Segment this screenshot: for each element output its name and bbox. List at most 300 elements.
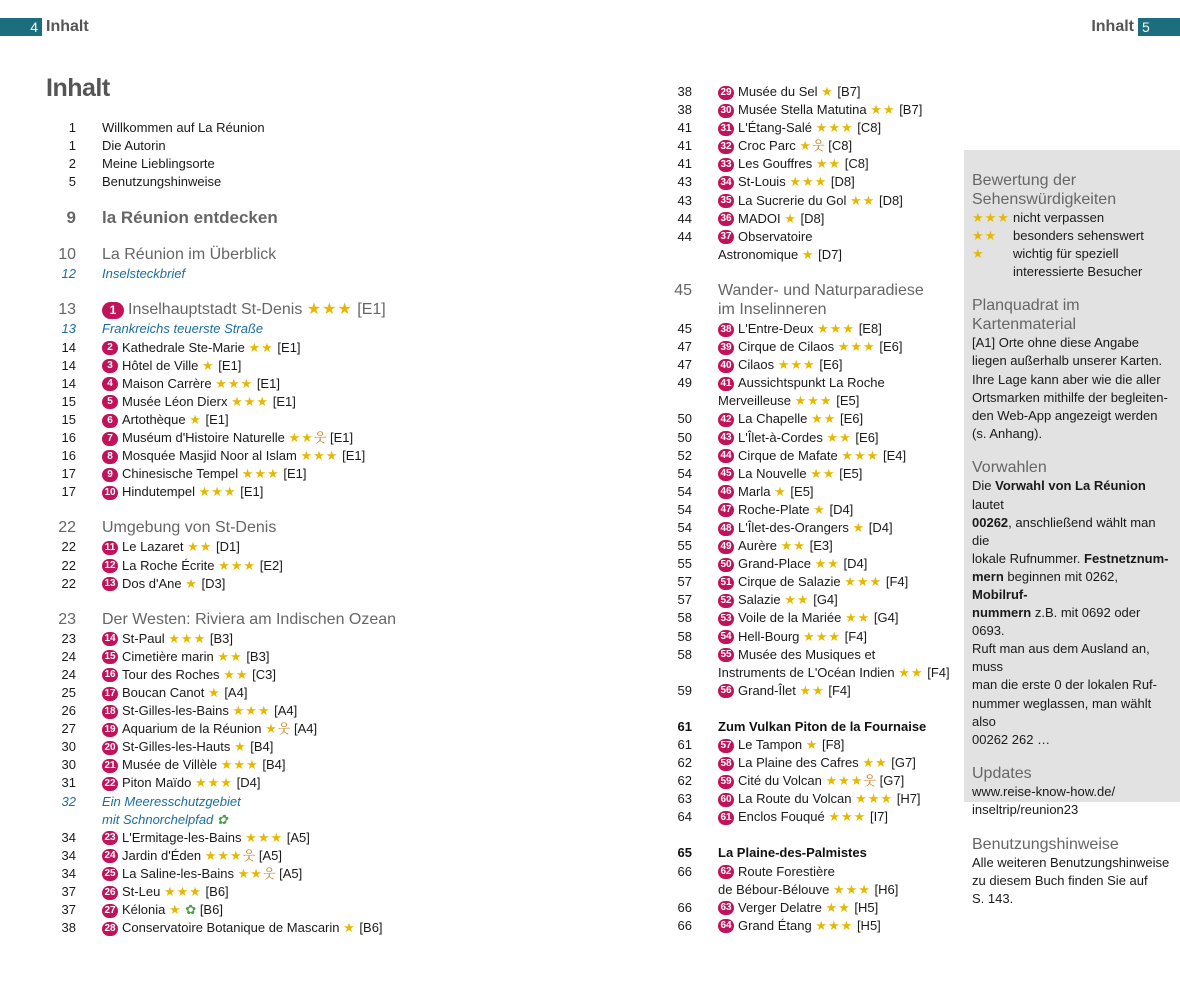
map-grid-ref: [F4] [927,664,950,680]
left-page-number: 4 [0,18,42,36]
legend-text: wichtig für speziell [1013,246,1119,262]
vorwahl-title: Vorwahlen [972,458,1047,476]
toc-row [662,301,962,320]
page-number: 65 [677,845,692,861]
toc-entry [718,137,852,155]
text: nummer weglassen, man wählt also [972,695,1152,729]
entry-title: Cirque de Salazie [738,574,841,590]
poi-number-badge: 63 [718,901,734,915]
toc-entry [718,410,863,428]
rating-legend [972,209,1170,281]
sidebar-line [972,550,1170,568]
star-rating-icon: ★ [813,501,826,517]
entry-title: Voile de la Mariée [738,610,842,626]
sidebar-line: (s. Anhang). [972,425,1043,441]
poi-number-badge: 29 [718,86,734,100]
toc-row [662,374,962,392]
page-number: 37 [61,902,76,918]
toc-entry [718,790,921,808]
page-number: 58 [677,646,692,662]
entry-title: Hell-Bourg [738,628,800,644]
map-grid-ref: [F4] [828,682,851,698]
text: Ruft man aus dem Ausland an, muss [972,641,1150,675]
toc-entry [718,429,879,447]
toc-row [46,720,606,738]
page-number: 5 [68,174,76,190]
page-number: 41 [677,138,692,154]
entry-title: La Roche Écrite [122,557,215,573]
star-rating-icon: ★ [208,684,221,700]
kids-icon: 웃 [313,430,327,446]
toc-row [662,881,962,899]
page-number: 30 [61,739,76,755]
page-number: 22 [58,519,76,537]
toc-entry [718,863,835,881]
entry-title: mit Schnorchelpfad [102,811,214,827]
toc-row [46,883,606,901]
poi-number-badge: 52 [718,594,734,608]
star-rating-icon: ★★★ [815,917,854,933]
toc-row [46,429,606,447]
poi-number-badge: 42 [718,413,734,427]
entry-title: Zum Vulkan Piton de la Fournaise [718,718,927,734]
bold-text: mern [972,568,1004,584]
star-rating-icon: ★★ [248,339,274,355]
page-number: 43 [677,174,692,190]
text: Die [972,478,996,494]
toc-row [46,865,606,883]
entry-title: Hôtel de Ville [122,357,199,373]
sidebar-line: [A1] Orte ohne diese Angabe [972,335,1139,351]
page-number: 45 [677,320,692,336]
map-grid-ref: [D7] [818,246,842,262]
star-rating-icon: ★★ [799,682,825,698]
entry-title: Cirque de Cilaos [738,339,835,355]
poi-number-badge: 23 [102,831,118,845]
entry-title: Dos d'Ane [122,575,182,591]
map-grid-ref: [E1] [330,430,354,446]
toc-entry [102,429,353,447]
entry-title: Inselsteckbrief [102,266,186,282]
sidebar-line [972,676,1170,694]
page-number: 22 [61,575,76,591]
map-grid-ref: [D4] [868,519,893,535]
star-rating-icon: ★ [821,84,834,99]
page-number: 24 [61,666,76,682]
page-number: 15 [61,411,76,427]
entry-title: Frankreichs teuerste Straße [102,321,264,337]
toc-row [662,210,962,228]
map-grid-ref: [E1] [272,393,296,409]
toc-row [662,736,962,754]
star-rating-icon: ★ [189,411,202,427]
entry-title: Die Autorin [102,138,166,154]
toc-entry [102,246,276,264]
map-grid-ref: [B6] [359,920,383,936]
toc-entry [102,702,297,720]
toc-entry [102,738,273,756]
star-rating-icon: ★★ [972,228,998,244]
page-number: 54 [677,483,692,499]
poi-number-badge: 26 [102,886,118,900]
page-number: 52 [677,447,692,463]
toc-row [46,173,606,191]
entry-title: Grand Étang [738,917,812,933]
toc-row [662,628,962,646]
page-number: 30 [61,757,76,773]
poi-number-badge: 19 [102,723,118,737]
toc-entry [102,720,317,738]
sidebar-line: Ihre Lage kann aber wie die aller [972,371,1161,387]
toc-row [662,863,962,881]
toc-row [46,684,606,702]
sidebar-line [972,568,1170,604]
page-number: 44 [677,210,692,226]
page-number: 50 [677,429,692,445]
page-number: 13 [58,301,76,319]
toc-row [46,357,606,375]
toc-right-column [662,83,962,935]
entry-title: Meine Lieblingsorte [102,156,215,172]
toc-row [662,718,962,736]
map-grid-ref: [E6] [839,411,864,427]
poi-number-badge: 12 [102,559,118,573]
sidebar-line: Alle weiteren Benutzungshinweise [972,855,1170,871]
map-grid-ref: [D1] [216,539,240,555]
toc-entry [718,609,898,627]
toc-entry [718,537,833,555]
toc-entry [718,844,867,862]
toc-entry [718,228,812,246]
map-grid-ref: [D4] [829,501,854,517]
entry-title: Wander- und Naturparadiese [718,281,924,299]
toc-row [46,209,606,228]
toc-entry [102,447,365,465]
toc-row [46,702,606,720]
poi-number-badge: 35 [718,194,734,208]
page-number: 1 [68,120,76,135]
page-number: 61 [677,718,692,734]
star-rating-icon: ★★★ [837,339,876,355]
right-page-header [1091,18,1180,36]
page-number: 61 [677,737,692,752]
toc-entry [102,756,286,774]
map-grid-ref: [B4] [250,739,274,755]
map-grid-ref: [B3] [209,630,233,646]
poi-number-badge: 32 [718,140,734,154]
sidebar-line [972,514,1170,550]
entry-title: Kathedrale Ste-Marie [122,339,245,355]
legend-row [972,227,1170,245]
star-rating-icon: ★★ [862,755,888,771]
star-rating-icon: ★ [784,210,797,226]
entry-title: Conservatoire Botanique de Mascarin [122,920,340,936]
map-grid-ref: [H5] [854,899,879,915]
page-number: 59 [677,682,692,698]
entry-title: La Sucrerie du Gol [738,192,847,208]
entry-title: Aussichtspunkt La Roche [738,375,885,391]
toc-entry [718,736,844,754]
toc-row [662,282,962,301]
star-rating-icon: ★★ [850,192,876,208]
star-rating-icon: ★★★ [168,630,207,646]
toc-row [662,228,962,246]
left-running-title: Inhalt [46,18,89,35]
entry-title: La Nouvelle [738,465,807,481]
map-grid-ref: [A4] [274,703,298,719]
toc-entry [102,557,283,575]
star-rating-icon: ★★★ [198,484,237,500]
page-number: 10 [58,246,76,264]
page-number: 26 [61,703,76,719]
page-number: 14 [61,375,76,391]
toc-entry [718,83,861,101]
page-title: Inhalt [46,74,110,102]
toc-entry [102,865,302,883]
toc-row [46,393,606,411]
star-rating-icon: ★★ [780,538,806,554]
text: man die erste 0 der lokalen Ruf- [972,677,1157,693]
toc-entry [718,392,859,410]
toc-row [46,447,606,465]
kids-icon: 웃 [242,847,256,863]
poi-number-badge: 64 [718,919,734,933]
poi-number-badge: 4 [102,377,118,391]
legend-row [972,209,1170,227]
toc-entry [718,374,885,392]
toc-entry [102,483,263,501]
entry-title: La Route du Volcan [738,791,852,807]
sidebar-line [972,695,1170,731]
page-number: 54 [677,465,692,481]
toc-entry [102,648,269,666]
toc-entry [102,811,228,829]
page-number: 57 [677,574,692,590]
star-rating-icon: ★★★ [204,847,243,863]
page-number: 14 [61,357,76,373]
star-rating-icon: ★★ [217,648,243,664]
entry-title: Musée de Villèle [122,757,218,773]
page-number: 25 [61,684,76,700]
toc-entry [102,339,301,357]
toc-row [46,301,606,320]
toc-entry [718,447,906,465]
poi-number-badge: 57 [718,739,734,753]
poi-number-badge: 6 [102,414,118,428]
entry-title: Merveilleuse [718,393,791,409]
bold-text: 00262 [972,514,1009,530]
toc-entry [102,901,223,919]
legend-text: interessierte Besucher [1013,264,1143,280]
star-rating-icon: ★ [233,739,247,755]
entry-title: La Réunion im Überblick [102,246,277,264]
entry-title: Musée du Sel [738,84,818,99]
page-number: 62 [677,755,692,771]
map-grid-ref: [F4] [885,574,909,590]
poi-number-badge: 49 [718,540,734,554]
toc-entry [102,666,276,684]
plan-title: Planquadrat im Kartenmaterial [972,297,1080,333]
star-rating-icon: ★ [265,721,278,737]
star-rating-icon: ★ [185,575,198,591]
map-grid-ref: [H7] [896,791,921,807]
page-number: 66 [677,917,692,933]
page-number: 2 [68,156,76,172]
toc-row [662,338,962,356]
entry-title: Benutzungshinweise [102,174,222,190]
entry-title: St-Gilles-les-Bains [122,703,229,719]
map-grid-ref: [E1] [240,484,264,500]
star-rating-icon: ★★ [844,610,871,626]
entry-title: Aquarium de la Réunion [122,721,262,737]
entry-title: Umgebung von St-Denis [102,519,277,537]
entry-title: Ein Meeresschutzgebiet [102,793,241,809]
toc-entry [102,684,247,702]
page-number: 37 [61,884,76,899]
toc-row [662,101,962,119]
poi-number-badge: 33 [718,158,734,172]
toc-row [46,829,606,847]
star-rating-icon: ★★★ [306,301,353,319]
entry-title: MADOI [738,210,781,226]
entry-title: Artothèque [122,411,186,427]
entry-title: Maison Carrère [122,375,212,391]
entry-title: La Plaine-des-Palmistes [718,845,867,861]
toc-row [46,648,606,666]
map-grid-ref: [F8] [822,737,845,752]
hints-text [972,854,1170,908]
right-page-number: 5 [1138,18,1180,36]
text: 00262 262 … [972,731,1051,747]
entry-title: Salazie [738,592,781,608]
toc-row [662,483,962,501]
left-page-header [0,18,89,36]
page-number: 41 [677,120,692,136]
map-grid-ref: [D4] [236,775,261,791]
poi-number-badge: 7 [102,432,118,446]
poi-number-badge: 16 [102,668,118,682]
toc-entry [718,646,875,664]
toc-entry [102,119,265,137]
entry-title: L'Îlet-des-Orangers [738,519,849,535]
map-grid-ref: [I7] [869,809,889,825]
entry-title: L'Ermitage-les-Bains [122,829,242,845]
page-number: 50 [677,411,692,427]
toc-row [662,192,962,210]
map-grid-ref: [E6] [819,357,843,373]
poi-number-badge: 9 [102,468,118,482]
star-rating-icon [972,263,1013,281]
entry-title: Chinesische Tempel [122,466,239,482]
entry-title: Les Gouffres [738,156,813,172]
toc-row [46,901,606,919]
page-number: 22 [61,539,76,555]
map-grid-ref: [E1] [357,301,386,319]
poi-number-badge: 13 [102,577,118,591]
page-number: 9 [66,208,76,228]
poi-number-badge: 5 [102,395,118,409]
entry-title: Route Forestière [738,863,835,879]
page-number: 63 [677,791,692,807]
map-grid-ref: [E5] [836,393,860,409]
toc-row [662,790,962,808]
page-number: 49 [677,375,692,391]
bold-text: Mobilruf- [972,587,1028,602]
text: lokale Rufnummer. [972,550,1084,566]
poi-number-badge: 38 [718,323,734,337]
map-grid-ref: [G4] [873,610,899,626]
toc-entry [718,718,926,736]
poi-number-badge: 46 [718,485,734,499]
toc-row [46,465,606,483]
entry-title: de Bébour-Bélouve [718,881,830,897]
poi-number-badge: 58 [718,757,734,771]
toc-entry [718,519,893,537]
page-number: 23 [58,610,76,628]
map-grid-ref: [G4] [813,592,838,608]
text: lautet [972,496,1004,512]
poi-number-badge: 10 [102,486,118,500]
poi-number-badge: 18 [102,705,118,719]
entry-title: Der Westen: Riviera am Indischen Ozean [102,610,397,628]
star-rating-icon: ★ [169,902,182,918]
poi-number-badge: 8 [102,450,118,464]
poi-number-badge: 50 [718,558,734,572]
legend-text: nicht verpassen [1013,210,1105,225]
toc-row [46,575,606,593]
toc-entry [102,155,215,173]
page-number: 45 [674,281,692,299]
page-number: 62 [677,773,692,789]
entry-title: Willkommen auf La Réunion [102,120,265,135]
entry-title: Hindutempel [122,484,195,500]
toc-entry [102,519,276,537]
map-grid-ref: [C8] [844,156,869,172]
page-number: 38 [677,84,692,99]
map-grid-ref: [E8] [858,320,882,336]
entry-title: La Plaine des Cafres [738,755,859,771]
entry-title: Cirque de Mafate [738,447,838,463]
toc-entry [718,808,888,826]
page-number: 31 [61,775,76,791]
toc-row [46,756,606,774]
toc-entry [718,501,853,519]
entry-title: Le Lazaret [122,539,184,555]
toc-entry [102,793,241,811]
entry-title: La Chapelle [738,411,808,427]
map-grid-ref: [E2] [259,557,283,573]
sidebar-line: den Web-App angezeigt werden [972,407,1158,423]
star-rating-icon: ★★ [223,666,249,682]
map-grid-ref: [E5] [839,465,863,481]
entry-title: Grand-Îlet [738,682,796,698]
toc-entry [102,320,263,338]
map-grid-ref: [B6] [199,902,223,918]
poi-number-badge: 11 [102,541,118,555]
toc-row [662,392,962,410]
toc-entry [102,919,383,937]
page-number: 47 [677,339,692,355]
star-rating-icon: ★★★ [972,210,1010,225]
page-number: 64 [677,809,692,825]
poi-number-badge: 2 [102,341,118,355]
star-rating-icon: ★★★ [232,703,271,719]
poi-number-badge: 17 [102,687,118,701]
sidebar-line: www.reise-know-how.de/ [972,784,1116,800]
toc-row [46,339,606,357]
page-number: 47 [677,357,692,373]
map-grid-ref: [E1] [256,375,280,391]
